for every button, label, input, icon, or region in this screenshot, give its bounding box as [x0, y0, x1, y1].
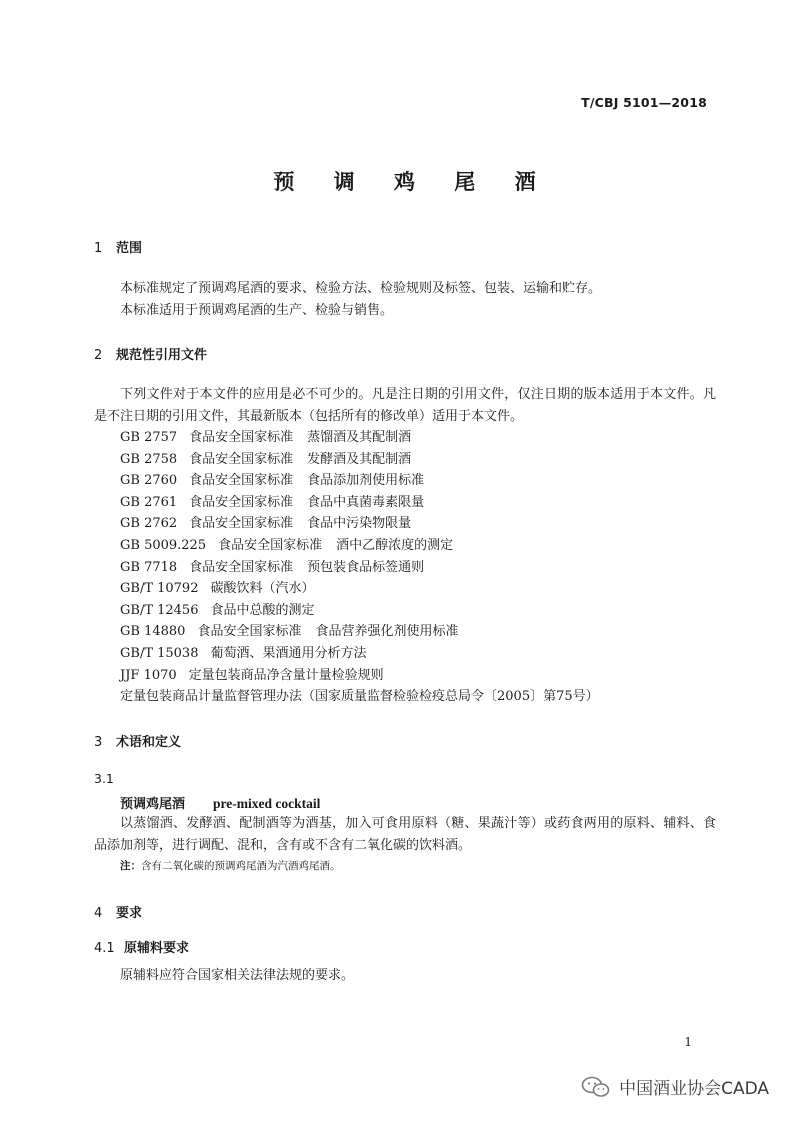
- reference-subtitle: 发酵酒及其配制酒: [307, 451, 412, 467]
- section-number: 1: [94, 241, 103, 256]
- reference-item: [120, 427, 599, 449]
- section-4-heading: [94, 902, 142, 921]
- document-title: 预 调 鸡 尾 酒: [273, 170, 552, 194]
- section-number: 3: [94, 735, 103, 750]
- reference-subtitle: 食品中真菌毒素限量: [307, 494, 425, 510]
- reference-subtitle: 酒中乙醇浓度的测定: [336, 537, 454, 553]
- reference-code: GB 14880: [120, 624, 186, 640]
- section-title: 范围: [116, 241, 143, 256]
- reference-title: 葡萄酒、果酒通用分析方法: [210, 645, 367, 661]
- reference-subtitle: 食品营养强化剂使用标准: [315, 624, 459, 640]
- wechat-icon: [581, 1075, 611, 1099]
- watermark: [581, 1074, 769, 1099]
- reference-item: [120, 578, 599, 600]
- reference-item: [120, 535, 599, 557]
- reference-item: [120, 513, 599, 535]
- section-4-1-paragraph: 原辅料应符合国家相关法律法规的要求。: [120, 968, 355, 983]
- reference-list: [120, 427, 599, 708]
- section-title: 要求: [116, 906, 143, 921]
- section-1-heading: [94, 237, 142, 256]
- reference-title: 碳酸饮料（汽水）: [210, 581, 315, 597]
- reference-title: 食品中总酸的测定: [210, 602, 315, 618]
- term-chinese: 预调鸡尾酒: [120, 797, 186, 812]
- reference-item: [120, 557, 599, 579]
- reference-title: 食品安全国家标准: [189, 494, 294, 510]
- reference-code: GB 5009.225: [120, 537, 207, 553]
- reference-code: GB 2761: [120, 494, 178, 510]
- reference-title: 食品安全国家标准: [189, 430, 294, 445]
- reference-item: [120, 665, 599, 687]
- section-1-paragraph-1: 本标准规定了预调鸡尾酒的要求、检验方法、检验规则及标签、包装、运输和贮存。: [120, 281, 602, 296]
- reference-code: GB/T 15038: [120, 645, 199, 661]
- section-title: 规范性引用文件: [116, 348, 208, 363]
- reference-item: [120, 449, 599, 471]
- section-1-paragraph-2: 本标准适用于预调鸡尾酒的生产、检验与销售。: [120, 303, 394, 318]
- reference-item: [120, 470, 599, 492]
- term-heading: [120, 793, 320, 812]
- term-number: 3.1: [94, 771, 114, 786]
- term-note: [120, 858, 341, 873]
- reference-title: 食品安全国家标准: [197, 624, 302, 640]
- term-definition: 以蒸馏酒、发酵酒、配制酒等为酒基，加入可食用原料（糖、果蔬汁等）或药食两用的原料、辅料、食品添加剂等，进行调配、混和，含有或不含有二氧化碳的饮料酒。: [94, 816, 716, 853]
- reference-title: 食品安全国家标准: [189, 473, 294, 489]
- reference-subtitle: 预包装食品标签通则: [307, 559, 425, 575]
- reference-title: 食品安全国家标准: [189, 559, 294, 575]
- reference-item: [120, 621, 599, 643]
- section-number: 2: [94, 348, 103, 363]
- section-number: 4: [94, 906, 103, 921]
- reference-item: [120, 600, 599, 622]
- reference-code: GB 2757: [120, 430, 178, 445]
- section-3-heading: [94, 731, 181, 750]
- reference-code: GB/T 12456: [120, 602, 199, 618]
- section-2-intro: 下列文件对于本文件的应用是必不可少的。凡是注日期的引用文件，仅注日期的版本适用于本文件。凡是不注日期的引用文件，其最新版本（包括所有的修改单）适用于本文件。: [94, 387, 716, 424]
- reference-title: 食品安全国家标准: [218, 537, 323, 553]
- reference-code: GB 2760: [120, 473, 178, 489]
- reference-code: GB 2758: [120, 451, 178, 467]
- section-title: 术语和定义: [116, 735, 182, 750]
- note-text: 含有二氧化碳的预调鸡尾酒为汽酒鸡尾酒。: [141, 860, 341, 872]
- section-2-heading: [94, 344, 207, 363]
- reference-item: [120, 492, 599, 514]
- reference-subtitle: 食品中污染物限量: [307, 516, 412, 532]
- reference-title: 食品安全国家标准: [189, 451, 294, 467]
- reference-item: [120, 643, 599, 665]
- reference-title: 定量包装商品净含量计量检验规则: [188, 667, 384, 683]
- reference-subtitle: 蒸馏酒及其配制酒: [307, 430, 412, 445]
- note-label: 注：: [120, 860, 141, 872]
- page-number: 1: [684, 1035, 692, 1049]
- subsection-title: 原辅料要求: [124, 941, 190, 956]
- reference-code: GB 7718: [120, 559, 178, 575]
- reference-title: 定量包装商品计量监督管理办法（国家质量监督检验检疫总局令〔2005〕第75号）: [120, 689, 599, 705]
- section-4-1-heading: [94, 937, 189, 956]
- reference-code: JJF 1070: [120, 667, 177, 683]
- reference-title: 食品安全国家标准: [189, 516, 294, 532]
- watermark-text: 中国酒业协会CADA: [619, 1079, 769, 1099]
- term-english: pre-mixed cocktail: [213, 796, 321, 811]
- subsection-number: 4.1: [94, 941, 115, 956]
- reference-subtitle: 食品添加剂使用标准: [307, 473, 425, 489]
- reference-code: GB 2762: [120, 516, 178, 532]
- reference-item: [120, 686, 599, 708]
- reference-code: GB/T 10792: [120, 581, 199, 597]
- standard-code: T/CBJ 5101—2018: [581, 95, 707, 110]
